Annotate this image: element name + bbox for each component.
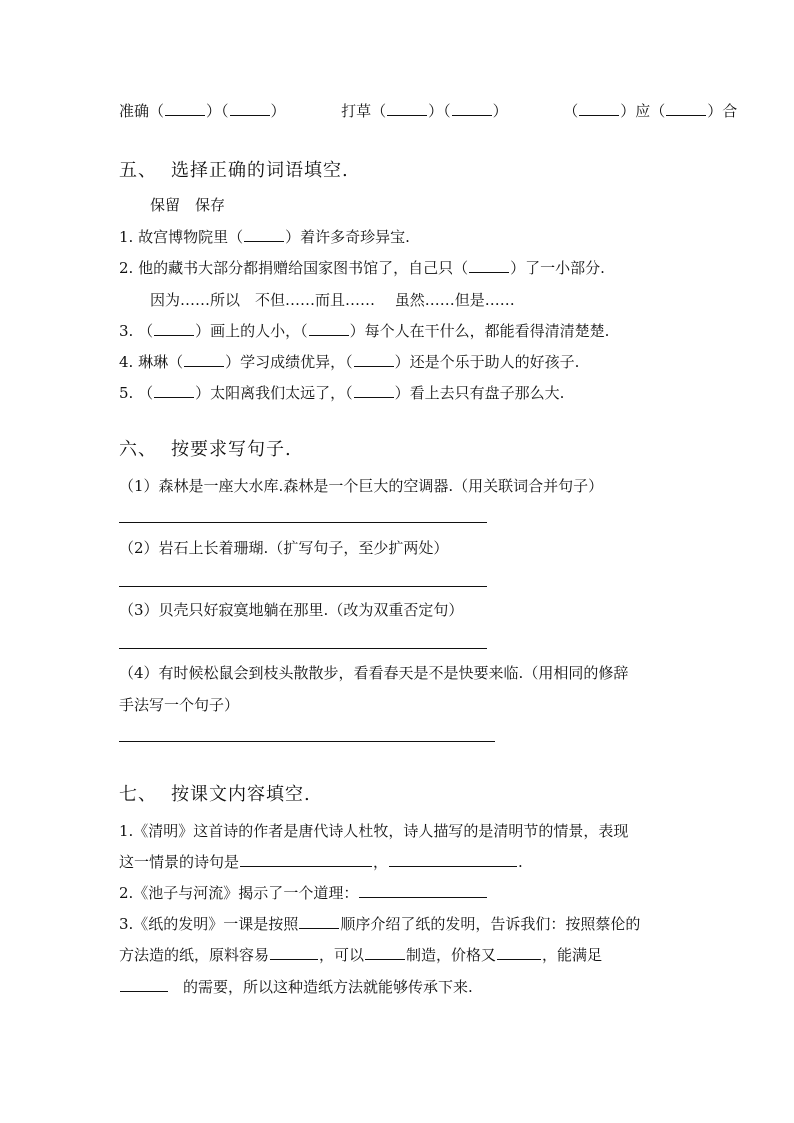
text: ，可以 bbox=[319, 946, 365, 964]
text: ）太阳离我们太远了，（ bbox=[195, 384, 353, 402]
s7-question-1-line-1: 1.《清明》这首诗的作者是唐代诗人杜牧，诗人描写的是清明节的情景，表现 bbox=[119, 822, 629, 840]
text: ）画上的人小，（ bbox=[195, 322, 308, 340]
s6-question-1: （1）森林是一座大水库.森林是一个巨大的空调器.（用关联词合并句子） bbox=[119, 477, 604, 495]
s7-question-1-line-2 bbox=[119, 852, 523, 872]
blank[interactable] bbox=[579, 101, 619, 116]
text: 3.《纸的发明》一课是按照 bbox=[119, 915, 299, 933]
text: 2. 他的藏书大部分都捐赠给国家图书馆了，自己只（ bbox=[119, 259, 469, 277]
blank[interactable] bbox=[389, 852, 517, 867]
blank[interactable] bbox=[452, 101, 492, 116]
word-ying: 应 bbox=[635, 102, 651, 120]
blank[interactable] bbox=[497, 945, 541, 960]
answer-line[interactable] bbox=[119, 522, 487, 523]
s6-question-3: （3）贝壳只好寂寞地躺在那里.（改为双重否定句） bbox=[119, 601, 464, 619]
text: ）看上去只有盘子那么大. bbox=[394, 384, 565, 402]
section-title: 选择正确的词语填空. bbox=[171, 160, 349, 181]
section-number: 七、 bbox=[119, 784, 157, 805]
text: 方法造的纸，原料容易 bbox=[119, 946, 270, 964]
word-choices-a: 保留 保存 bbox=[150, 196, 226, 214]
s5-question-5 bbox=[119, 383, 564, 403]
section-title: 按要求写句子. bbox=[171, 439, 292, 460]
s5-question-4 bbox=[119, 352, 579, 372]
blank[interactable] bbox=[354, 352, 394, 367]
blank[interactable] bbox=[240, 852, 372, 867]
section-5-heading bbox=[119, 159, 349, 183]
text: 顺序介绍了纸的发明，告诉我们：按照蔡伦的 bbox=[340, 915, 641, 933]
text: ）还是个乐于助人的好孩子. bbox=[394, 353, 580, 371]
s7-question-3-line-2 bbox=[119, 945, 602, 965]
blank[interactable] bbox=[309, 321, 349, 336]
section-number: 六、 bbox=[119, 439, 157, 460]
s7-question-3-line-1 bbox=[119, 914, 640, 934]
blank[interactable] bbox=[270, 945, 318, 960]
word-group-2: 打草（ ）（ ） bbox=[341, 102, 513, 120]
blank[interactable] bbox=[666, 101, 706, 116]
s7-question-2 bbox=[119, 883, 488, 903]
text: ）了一小部分. bbox=[510, 259, 605, 277]
text: 的需要，所以这种造纸方法就能够传承下来. bbox=[183, 978, 473, 996]
s6-question-4-line-2: 手法写一个句子） bbox=[119, 696, 240, 714]
blank[interactable] bbox=[299, 914, 339, 929]
section-7-heading bbox=[119, 783, 311, 807]
word-zhunque: 准确 bbox=[119, 102, 150, 120]
blank[interactable] bbox=[154, 321, 194, 336]
s6-question-4-line-1: （4）有时候松鼠会到枝头散散步，看看春天是不是快要来临.（用相同的修辞 bbox=[119, 664, 629, 682]
answer-line[interactable] bbox=[119, 741, 495, 742]
blank[interactable] bbox=[230, 101, 270, 116]
text: ，能满足 bbox=[542, 946, 603, 964]
s7-question-3-line-3 bbox=[119, 977, 473, 997]
s5-question-3 bbox=[119, 321, 609, 341]
blank[interactable] bbox=[120, 977, 168, 992]
text: 5. （ bbox=[119, 384, 154, 402]
section-number: 五、 bbox=[119, 160, 157, 181]
text: ）着许多奇珍异宝. bbox=[285, 228, 410, 246]
section-6-heading bbox=[119, 438, 292, 462]
answer-line[interactable] bbox=[119, 648, 487, 649]
text: 制造，价格又 bbox=[406, 946, 497, 964]
section-title: 按课文内容填空. bbox=[171, 784, 311, 805]
text: 这一情景的诗句是 bbox=[119, 853, 240, 871]
s5-question-1 bbox=[119, 227, 410, 247]
text: 2.《池子与河流》揭示了一个道理： bbox=[119, 884, 359, 902]
word-group-3: （ ）应（ ）合 bbox=[563, 102, 738, 120]
blank[interactable] bbox=[354, 383, 394, 398]
text: 4. 琳琳（ bbox=[119, 353, 184, 371]
word-dacao: 打草 bbox=[341, 102, 372, 120]
blank[interactable] bbox=[387, 101, 427, 116]
s6-question-2: （2）岩石上长着珊瑚.（扩写句子，至少扩两处） bbox=[119, 539, 449, 557]
text: 3. （ bbox=[119, 322, 154, 340]
blank[interactable] bbox=[165, 101, 205, 116]
text: ）学习成绩优异，（ bbox=[225, 353, 353, 371]
answer-line[interactable] bbox=[119, 586, 487, 587]
blank[interactable] bbox=[244, 227, 284, 242]
blank[interactable] bbox=[469, 258, 509, 273]
s5-question-2 bbox=[119, 258, 605, 278]
text: ， bbox=[373, 853, 389, 871]
text: ）每个人在干什么，都能看得清清楚楚. bbox=[349, 322, 610, 340]
word-group-1: 准确（ ）（ ） bbox=[119, 102, 291, 120]
blank[interactable] bbox=[184, 352, 224, 367]
text: . bbox=[518, 853, 523, 871]
text: 1. 故宫博物院里（ bbox=[119, 228, 244, 246]
word-he: 合 bbox=[722, 102, 738, 120]
blank[interactable] bbox=[359, 883, 487, 898]
top-row-word-groups bbox=[119, 101, 737, 121]
word-choices-b: 因为……所以 不但……而且…… 虽然……但是…… bbox=[150, 291, 515, 309]
blank[interactable] bbox=[154, 383, 194, 398]
blank[interactable] bbox=[365, 945, 405, 960]
